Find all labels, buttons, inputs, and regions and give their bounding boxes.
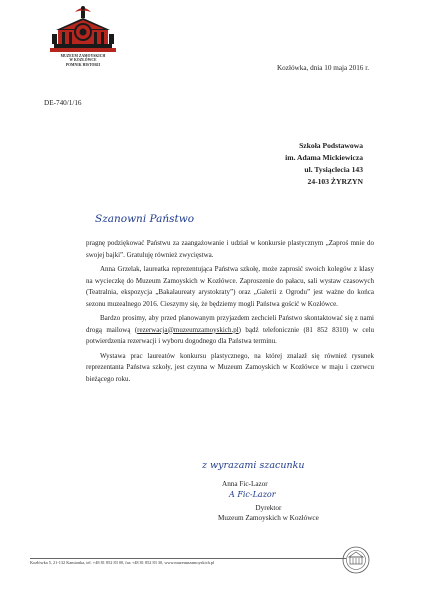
body-paragraph-3: [86, 313, 374, 348]
recipient-line-3: ul. Tysiąclecia 143: [304, 165, 363, 174]
signer-title: [218, 503, 319, 523]
logo-line-3: POMNIK HISTORII: [65, 62, 101, 67]
signature-text: A Fic-Lazor: [229, 490, 276, 499]
recipient-line-1: Szkoła Podstawowa: [299, 141, 363, 150]
recipient-line-2: im. Adama Mickiewicza: [285, 153, 363, 162]
handwriting-closing-icon: [200, 456, 350, 474]
logo-caption: [52, 54, 114, 67]
body-paragraph-3-end: ) bądź telefonicznie (81 852 8310) w celu potwierdzenia rezerwacji i wyboru dogodnego dla Państwa terminu.: [86, 325, 374, 345]
body-paragraph-4: Wystawa prac laureatów konkursu plastycznego, na której znalazł się również rysunek reprezentanta Państwa szkoły, jest czynna w Muzeum Zamoyskich w Kozłówce w maju i czerwcu bieżącego roku.: [86, 351, 374, 383]
historic-monument-seal-icon: [341, 545, 371, 575]
handwritten-closing: [200, 456, 350, 474]
signer-title-line-1: Dyrektor: [255, 504, 282, 512]
footer-contact: Kozłówka 5, 21-132 Kamionka, tel. +48 81 852 83 00, fax +48 81 852 83 30, www.muzeumzamoyskich.pl: [30, 560, 215, 565]
signer-title-line-2: Muzeum Zamoyskich w Kozłówce: [218, 514, 319, 522]
closing-text: z wyrazami szacunku: [202, 460, 305, 471]
body-paragraph-3-start: Bardzo prosimy, aby przed planowanym przyjazdem zechcieli Państwo skontaktować się z nami drogą mailową (: [86, 314, 374, 334]
reference-number: DE-740/1/16: [44, 99, 82, 107]
footer-divider: [30, 558, 346, 559]
reservation-email-link[interactable]: rezerwacja@muzeumzamoyskich.pl: [137, 325, 239, 334]
body-paragraph-2: Anna Grzelak, laureatka reprezentująca Państwa szkołę, może zaprosić swoich kolegów z klasy na wycieczkę do Muzeum Zamoyskich w Kozłówce. Zaproszenie do pałacu, sali wystaw czasowych (Teatralnia, ekspozycja „Bakalaureaty arystokraty”) oraz „Galerii z Ogrodu” jest ważne do końca sezonu muzealnego 2016. Cieszymy się, że będziemy mogli Państwa gościć w Kozłówce.: [86, 265, 374, 308]
handwritten-signature: [225, 487, 295, 501]
body-paragraph-1: pragnę podziękować Państwu za zaangażowanie i udział w konkursie plastycznym „Zaproś mnie do swojej bajki”. Gratuluję również zwycięstwa.: [86, 239, 374, 259]
logo-line-2: W KOZŁÓWCE: [69, 58, 97, 63]
letter-date: Kozłówka, dnia 10 maja 2016 r.: [276, 64, 369, 72]
signature-icon: [225, 487, 295, 501]
handwritten-greeting: [95, 210, 215, 226]
recipient-line-4: 24-103 ŻYRZYN: [307, 177, 363, 186]
signer-name: Anna Fic-Lazor: [222, 480, 268, 488]
greeting-text: Szanowni Państwo: [95, 213, 195, 225]
recipient-address: [285, 140, 363, 188]
handwriting-greeting-icon: [95, 210, 215, 226]
logo-line-1: MUZEUM ZAMOYSKICH: [60, 54, 106, 58]
letter-body: [86, 238, 374, 388]
